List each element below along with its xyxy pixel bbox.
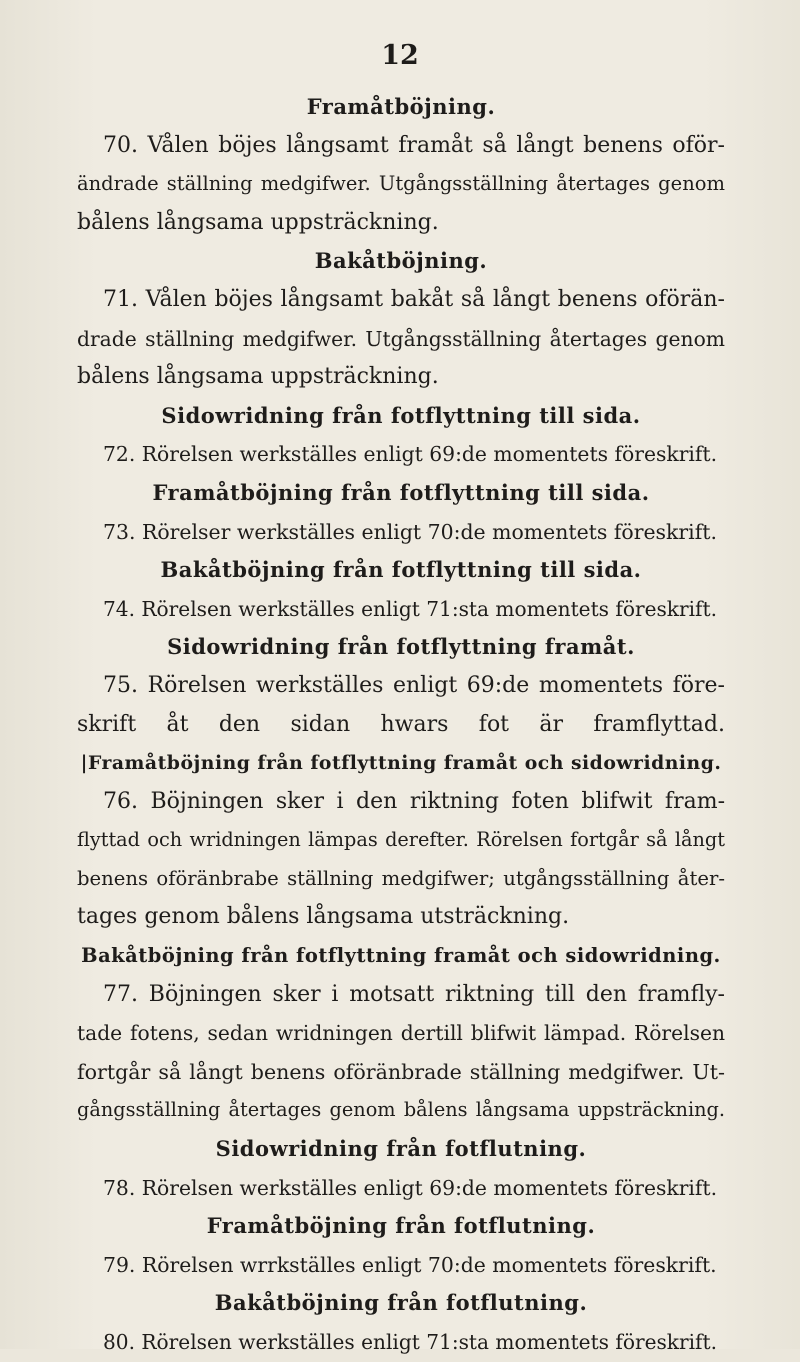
section-heading: Sidowridning från fotflyttning framåt. [167, 634, 635, 660]
paragraph-first-line: 73. Rörelser werkställes enligt 70:de momentets föreskrift. [103, 519, 717, 544]
paragraph-line: tade fotens, sedan wridningen dertill blifwit lämpad. Rörelsen [77, 1021, 725, 1046]
paragraph-first-line: 75. Rörelsen werkställes enligt 69:de momentets före- [103, 672, 725, 698]
section-heading: Bakåtböjning från fotflyttning till sida. [160, 557, 642, 583]
body-text [77, 88, 725, 1362]
paragraph-line: fortgår så långt benens oföränbrade ställning medgifwer. Ut- [77, 1059, 725, 1084]
paragraph-line: ändrade ställning medgifwer. Utgångsställning återtages genom [77, 172, 725, 196]
paragraph-line: skrift åt den sidan hwars fot är framflyttad. [77, 711, 725, 737]
paragraph-line: flyttad och wridningen lämpas derefter. Rörelsen fortgår så långt [77, 828, 725, 852]
section-heading: Bakåtböjning. [314, 248, 488, 274]
paragraph-first-line: 80. Rörelsen werkställes enligt 71:sta momentets föreskrift. [103, 1330, 717, 1354]
paragraph-first-line: 76. Böjningen sker i den riktning foten blifwit fram- [103, 788, 725, 814]
paragraph-last-line: bålens långsama uppsträckning. [77, 364, 439, 390]
paragraph-first-line: 70. Vålen böjes långsamt framåt så långt benens oför- [103, 132, 725, 158]
section-heading: |Framåtböjning från fotflyttning framåt och sidowridning. [80, 752, 722, 775]
section-heading: Framåtböjning från fotflutning. [206, 1213, 596, 1239]
section-heading: Framåtböjning från fotflyttning till sida. [152, 479, 650, 505]
paragraph-first-line: 79. Rörelsen wrrkställes enligt 70:de momentets föreskrift. [103, 1252, 717, 1277]
paragraph-first-line: 78. Rörelsen werkställes enligt 69:de momentets föreskrift. [103, 1175, 718, 1200]
page-number: 12 [381, 40, 419, 71]
paragraph-first-line: 77. Böjningen sker i motsatt riktning till den framfly- [103, 981, 725, 1007]
section-heading: Sidowridning från fotflutning. [215, 1136, 587, 1162]
paragraph-first-line: 74. Rörelsen werkställes enligt 71:sta momentets föreskrift. [103, 596, 717, 621]
paragraph-first-line: 71. Vålen böjes långsamt bakåt så långt benens oförän- [103, 286, 725, 312]
section-heading: Bakåtböjning från fotflutning. [214, 1290, 588, 1316]
paragraph-line: gångsställning återtages genom bålens långsama uppsträckning. [77, 1098, 725, 1122]
section-heading: Sidowridning från fotflyttning till sida. [161, 402, 641, 428]
paragraph-first-line: 72. Rörelsen werkställes enligt 69:de momentets föreskrift. [103, 442, 718, 467]
paragraph-last-line: tages genom bålens långsama utsträckning. [77, 904, 570, 930]
section-heading: Bakåtböjning från fotflyttning framåt och sidowridning. [81, 944, 721, 968]
paragraph-last-line: bålens långsama uppsträckning. [77, 209, 439, 235]
paragraph-line: benens oföränbrabe ställning medgifwer; utgångsställning åter- [77, 866, 725, 890]
paragraph-line: drade ställning medgifwer. Utgångsställning återtages genom [77, 326, 725, 351]
section-heading: Framåtböjning. [306, 94, 496, 119]
